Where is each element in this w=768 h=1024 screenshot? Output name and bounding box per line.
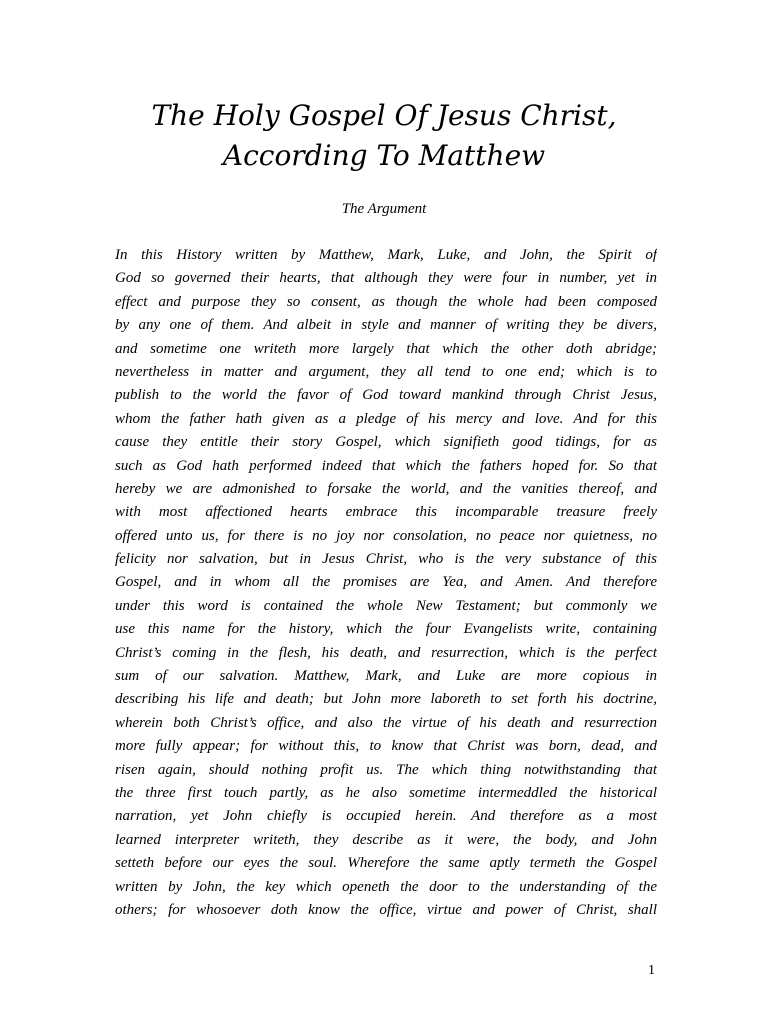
title-line-1: The Holy Gospel Of Jesus Christ,	[151, 99, 617, 132]
text-line: others; for whosoever doth know the office, virtue and power of Christ, shall	[115, 901, 657, 918]
text-line: learned interpreter writeth, they describe as it were, the body, and John	[115, 831, 657, 848]
text-line: under this word is contained the whole New Testament; but commonly we	[115, 597, 657, 614]
text-line: by any one of them. And albeit in style and manner of writing they be divers,	[115, 317, 657, 334]
section-heading: The Argument	[341, 201, 427, 217]
text-line: describing his life and death; but John more laboreth to set forth his doctrine,	[115, 691, 657, 708]
text-line: use this name for the history, which the four Evangelists write, containing	[115, 621, 657, 638]
page-title	[0, 96, 768, 176]
text-line: such as God hath performed indeed that which the fathers hoped for. So that	[115, 457, 657, 474]
text-line: whom the father hath given as a pledge of his mercy and love. And for this	[115, 410, 657, 427]
text-line: more fully appear; for without this, to know that Christ was born, dead, and	[115, 738, 657, 755]
page-number: 1	[648, 963, 655, 978]
text-line: and sometime one writeth more largely that which the other doth abridge;	[115, 340, 657, 357]
text-line: felicity nor salvation, but in Jesus Christ, who is the very substance of this	[115, 551, 657, 568]
text-line: sum of our salvation. Matthew, Mark, and Luke are more copious in	[115, 668, 657, 685]
body-paragraph	[115, 244, 657, 922]
text-line: hereby we are admonished to forsake the world, and the vanities thereof, and	[115, 480, 657, 497]
text-line: Christ’s coming in the flesh, his death, and resurrection, which is the perfect	[115, 644, 657, 661]
text-line: nevertheless in matter and argument, they all tend to one end; which is to	[115, 363, 657, 380]
text-line: Gospel, and in whom all the promises are Yea, and Amen. And therefore	[115, 574, 657, 591]
text-line: effect and purpose they so consent, as though the whole had been composed	[115, 293, 657, 310]
text-line: written by John, the key which openeth the door to the understanding of the	[115, 878, 657, 895]
text-line: wherein both Christ’s office, and also the virtue of his death and resurrection	[115, 714, 657, 731]
title-line-2: According To Matthew	[222, 139, 546, 172]
text-line: the three first touch partly, as he also sometime intermeddled the historical	[115, 784, 657, 801]
text-line: publish to the world the favor of God toward mankind through Christ Jesus,	[115, 387, 657, 404]
text-line: setteth before our eyes the soul. Wherefore the same aptly termeth the Gospel	[115, 855, 657, 872]
text-line: with most affectioned hearts embrace this incomparable treasure freely	[115, 504, 657, 521]
text-line: God so governed their hearts, that although they were four in number, yet in	[115, 270, 657, 287]
text-line: offered unto us, for there is no joy nor consolation, no peace nor quietness, no	[115, 527, 657, 544]
text-line: cause they entitle their story Gospel, which signifieth good tidings, for as	[115, 434, 657, 451]
text-line: narration, yet John chiefly is occupied herein. And therefore as a most	[115, 808, 657, 825]
text-line: risen again, should nothing profit us. The which thing notwithstanding that	[115, 761, 657, 778]
text-line: In this History written by Matthew, Mark, Luke, and John, the Spirit of	[115, 247, 657, 263]
